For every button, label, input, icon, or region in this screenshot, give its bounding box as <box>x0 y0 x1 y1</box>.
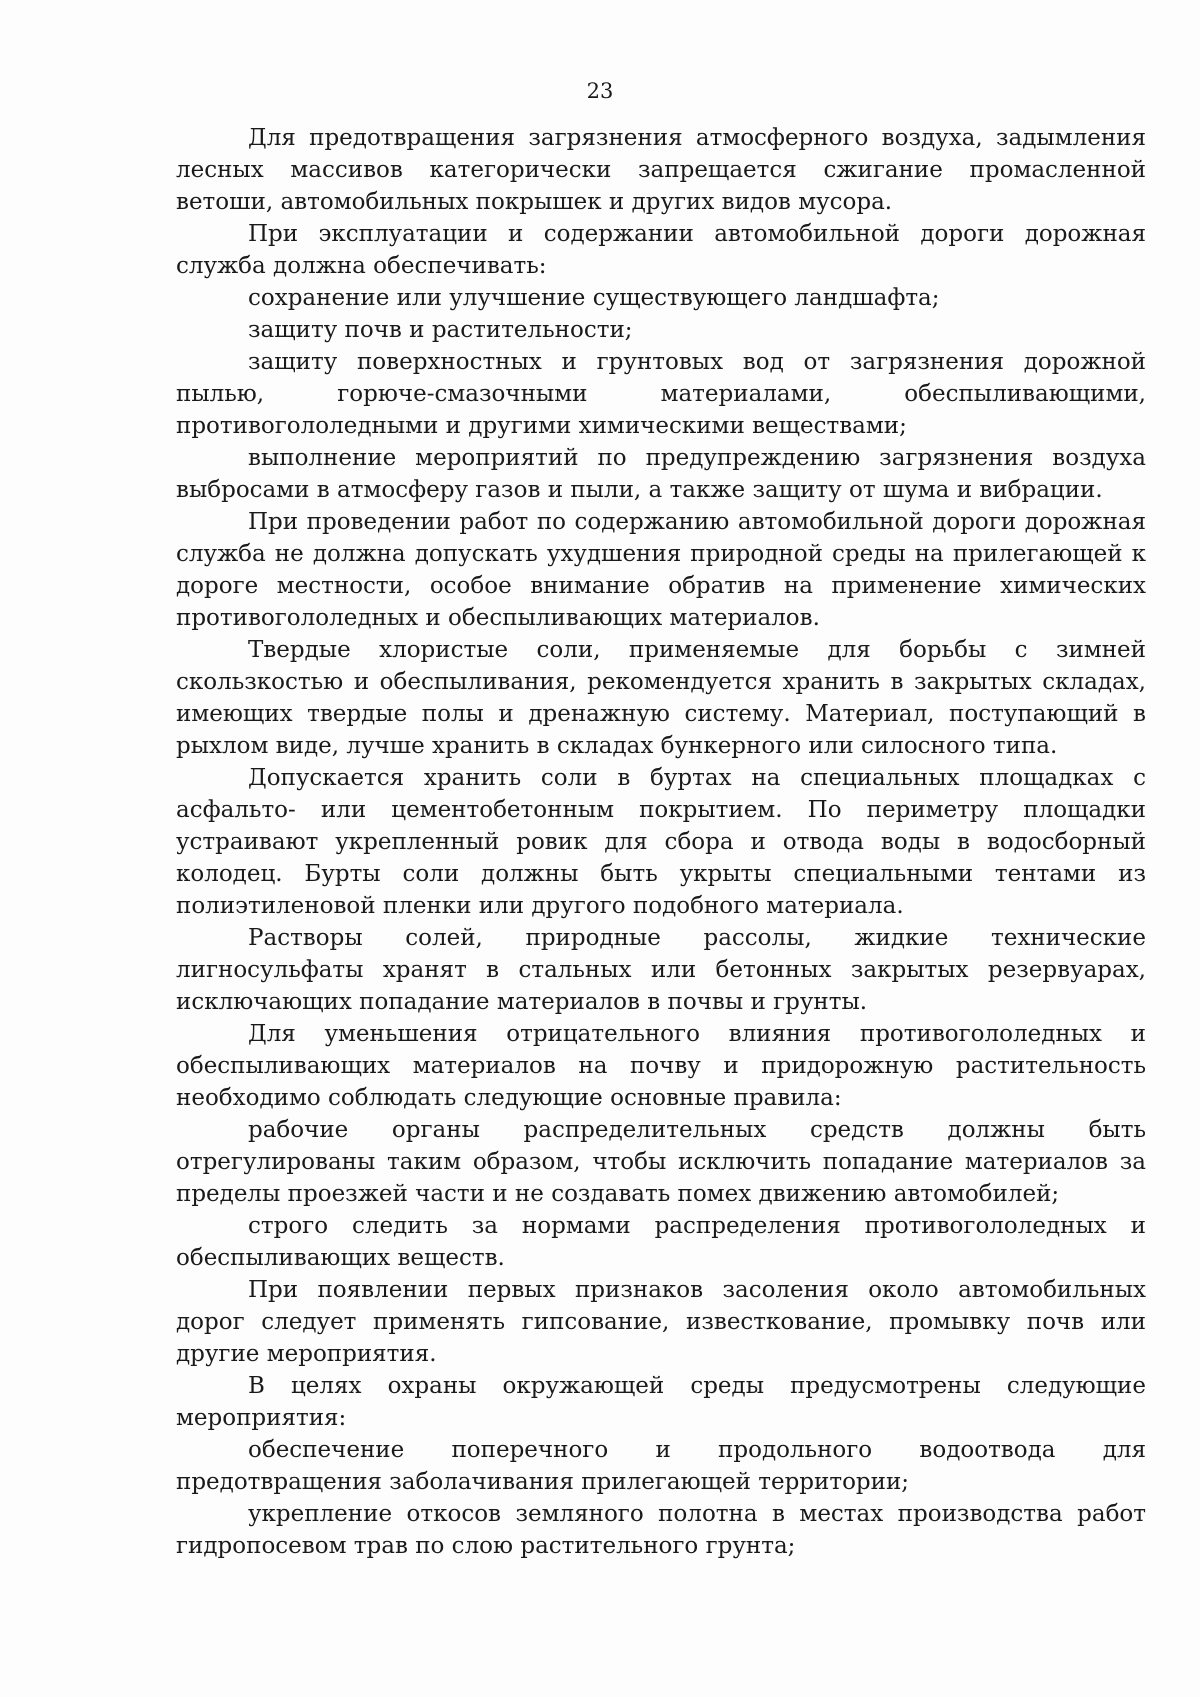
paragraph: В целях охраны окружающей среды предусмотрены следующие мероприятия: <box>176 1373 1146 1431</box>
paragraph: При появлении первых признаков засоления около автомобильных дорог следует применять гипсование, известкование, промывку почв или другие мероприятия. <box>176 1277 1146 1367</box>
paragraph: Допускается хранить соли в буртах на специальных площадках с асфальто- или цементобетонным покрытием. По периметру площадки устраивают укрепленный ровик для сбора и отвода воды в водосборный колодец. Бурты соли должны быть укрыты специальными тентами из полиэтиленовой пленки или другого подобного материала. <box>176 765 1146 919</box>
paragraph: Твердые хлористые соли, применяемые для борьбы с зимней скользкостью и обеспыливания, рекомендуется хранить в закрытых складах, имеющих твердые полы и дренажную систему. Материал, поступающий в рыхлом виде, лучше хранить в складах бункерного или силосного типа. <box>176 637 1146 759</box>
list-item: обеспечение поперечного и продольного водоотвода для предотвращения заболачивания прилегающей территории; <box>176 1437 1146 1495</box>
list-item: защиту почв и растительности; <box>248 317 633 343</box>
list-item: выполнение мероприятий по предупреждению загрязнения воздуха выбросами в атмосферу газов и пыли, а также защиту от шума и вибрации. <box>176 445 1146 503</box>
paragraph: При эксплуатации и содержании автомобильной дороги дорожная служба должна обеспечивать: <box>176 221 1146 279</box>
list-item: строго следить за нормами распределения противогололедных и обеспыливающих веществ. <box>176 1213 1146 1271</box>
paragraph: При проведении работ по содержанию автомобильной дороги дорожная служба не должна допускать ухудшения природной среды на прилегающей к дороге местности, особое внимание обратив на применение химических противогололедных и обеспыливающих материалов. <box>176 509 1146 631</box>
page-number: 23 <box>586 79 614 103</box>
list-item: укрепление откосов земляного полотна в местах производства работ гидропосевом трав по слою растительного грунта; <box>176 1501 1146 1559</box>
list-item: рабочие органы распределительных средств должны быть отрегулированы таким образом, чтобы исключить попадание материалов за пределы проезжей части и не создавать помех движению автомобилей; <box>176 1117 1146 1207</box>
paragraph: Для предотвращения загрязнения атмосферного воздуха, задымления лесных массивов категорически запрещается сжигание промасленной ветоши, автомобильных покрышек и других видов мусора. <box>176 125 1146 215</box>
list-item: защиту поверхностных и грунтовых вод от загрязнения дорожной пылью, горюче-смазочными материалами, обеспыливающими, противогололедными и другими химическими веществами; <box>176 349 1146 439</box>
document-body <box>176 122 1146 1562</box>
paragraph: Для уменьшения отрицательного влияния противогололедных и обеспыливающих материалов на почву и придорожную растительность необходимо соблюдать следующие основные правила: <box>176 1021 1146 1111</box>
list-item: сохранение или улучшение существующего ландшафта; <box>248 285 940 311</box>
paragraph: Растворы солей, природные рассолы, жидкие технические лигносульфаты хранят в стальных или бетонных закрытых резервуарах, исключающих попадание материалов в почвы и грунты. <box>176 925 1146 1015</box>
